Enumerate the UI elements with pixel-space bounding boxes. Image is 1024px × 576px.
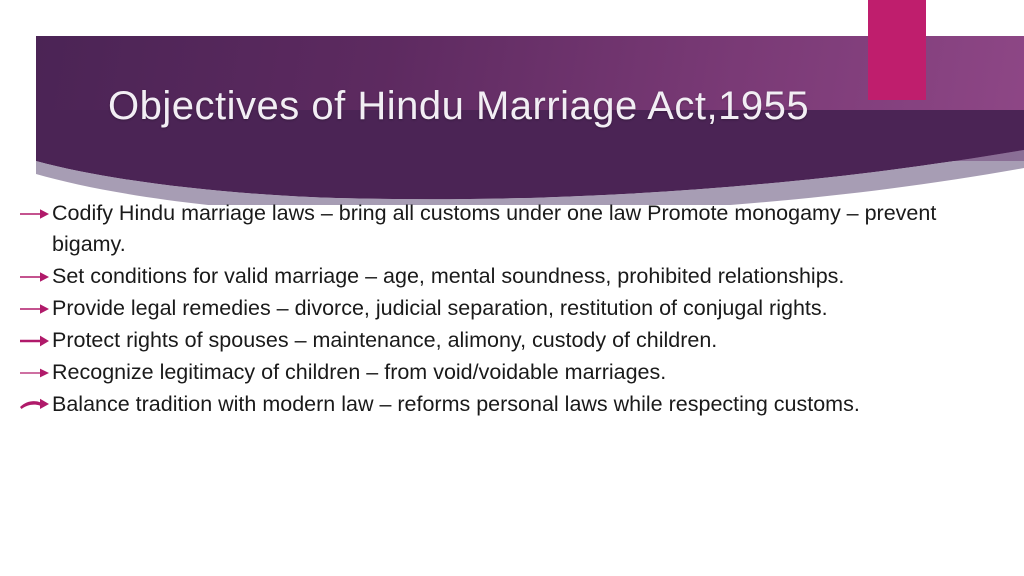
slide-title: Objectives of Hindu Marriage Act,1955 <box>108 84 810 128</box>
bullet-list <box>20 198 980 421</box>
accent-rectangle <box>868 0 926 100</box>
list-item <box>20 198 980 260</box>
list-item-text: Codify Hindu marriage laws – bring all customs under one law Promote monogamy – prevent bigamy. <box>52 201 937 256</box>
list-item <box>20 389 980 420</box>
arrow-bullet-icon <box>20 357 52 380</box>
arrow-bullet-icon <box>20 389 52 414</box>
list-item-text: Recognize legitimacy of children – from void/voidable marriages. <box>52 360 667 384</box>
list-item <box>20 293 980 324</box>
list-item-text: Set conditions for valid marriage – age, mental soundness, prohibited relationships. <box>52 264 845 288</box>
arrow-bullet-icon <box>20 293 52 316</box>
list-item <box>20 261 980 292</box>
arrow-bullet-icon <box>20 261 52 284</box>
list-item-text: Provide legal remedies – divorce, judicial separation, restitution of conjugal rights. <box>52 296 828 320</box>
list-item <box>20 325 980 356</box>
arrow-bullet-icon <box>20 198 52 221</box>
list-item <box>20 357 980 388</box>
arrow-bullet-icon <box>20 325 52 348</box>
list-item-text: Balance tradition with modern law – reforms personal laws while respecting customs. <box>52 392 860 416</box>
list-item-text: Protect rights of spouses – maintenance, alimony, custody of children. <box>52 328 718 352</box>
